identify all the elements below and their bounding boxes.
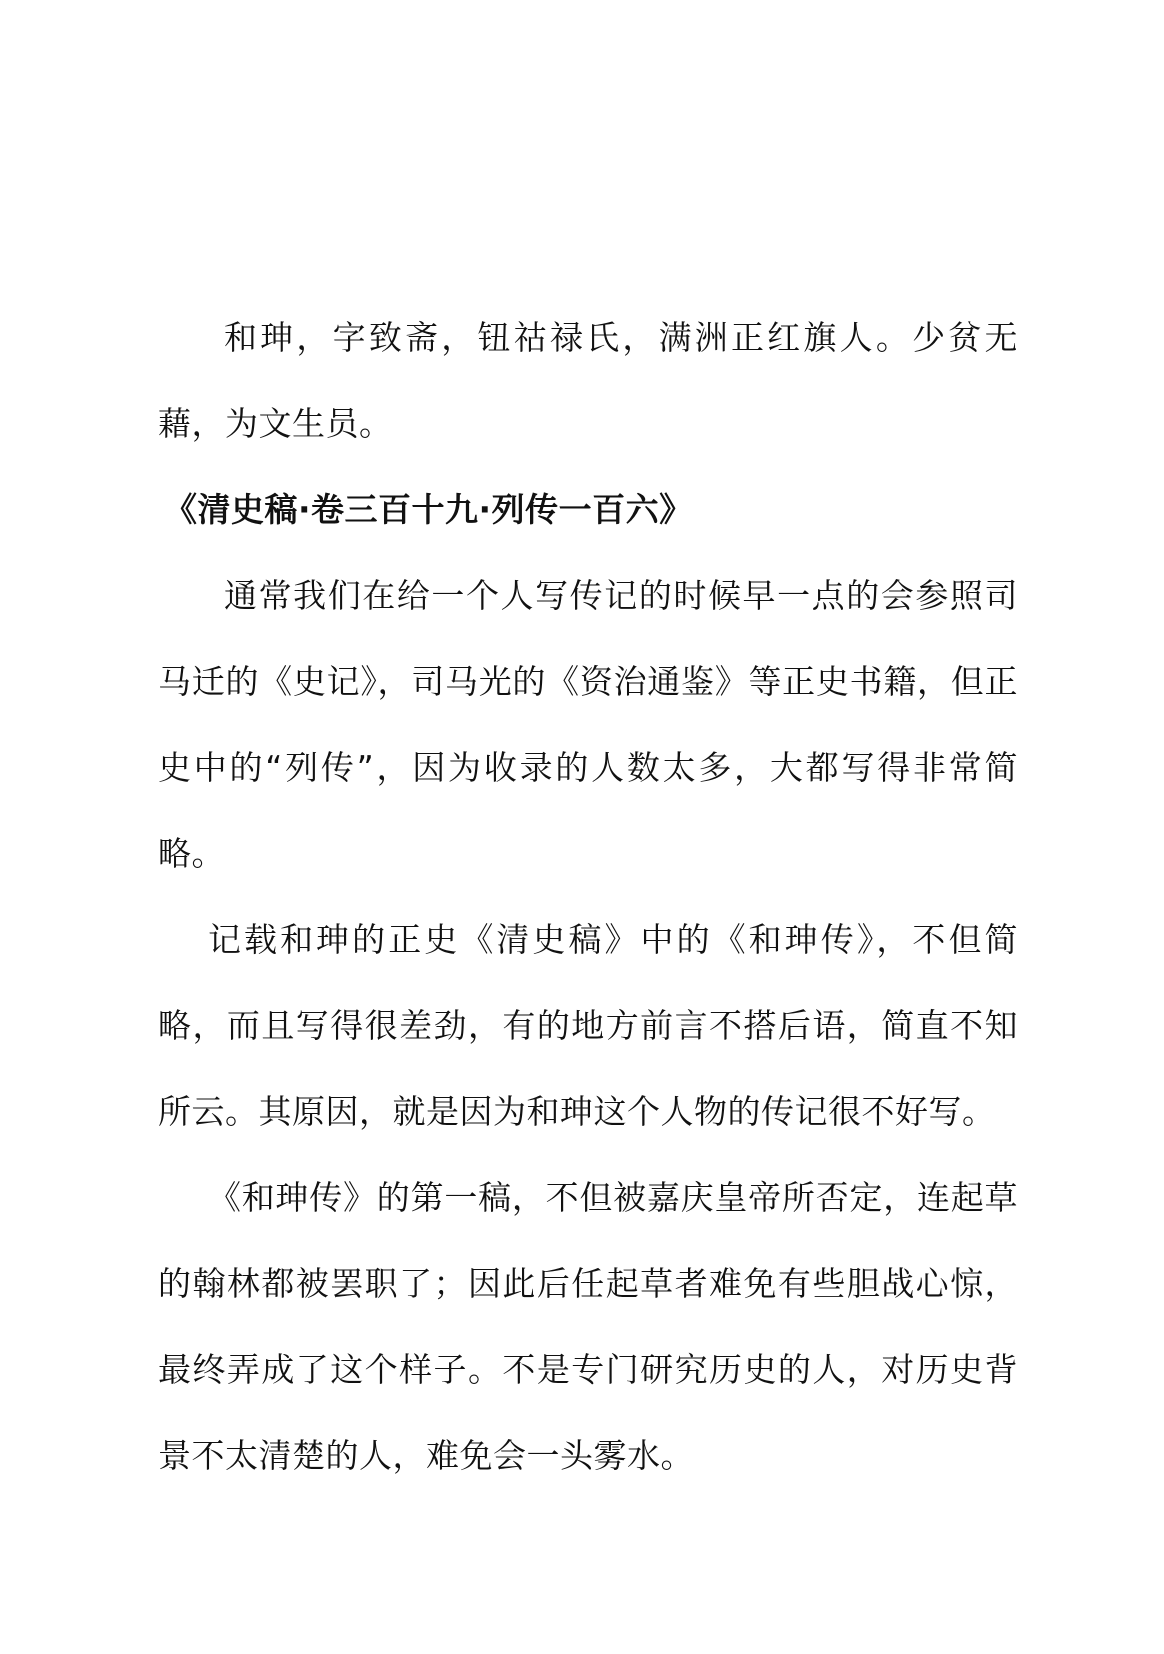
- paragraph-draft: 《和珅传》的第一稿，不但被嘉庆皇帝所否定，连起草的翰林都被罢职了；因此后任起草者难免有些胆战心惊，最终弄成了这个样子。不是专门研究历史的人，对历史背景不太清楚的人，难免会一头雾水。: [158, 1178, 1018, 1475]
- paragraph-quote: 和珅，字致斋，钮祜禄氏，满洲正红旗人。少贫无藉，为文生员。: [158, 318, 1018, 443]
- document-body: [158, 295, 1018, 1499]
- paragraph-intro: 通常我们在给一个人写传记的时候早一点的会参照司马迁的《史记》，司马光的《资治通鉴》等正史书籍，但正史中的“列传”，因为收录的人数太多，大都写得非常简略。: [158, 576, 1018, 873]
- paragraph-record: 记载和珅的正史《清史稿》中的《和珅传》，不但简略，而且写得很差劲，有的地方前言不搭后语，简直不知所云。其原因，就是因为和珅这个人物的传记很不好写。: [158, 920, 1018, 1131]
- source-citation-heading: 《清史稿·卷三百十九·列传一百六》: [164, 490, 693, 529]
